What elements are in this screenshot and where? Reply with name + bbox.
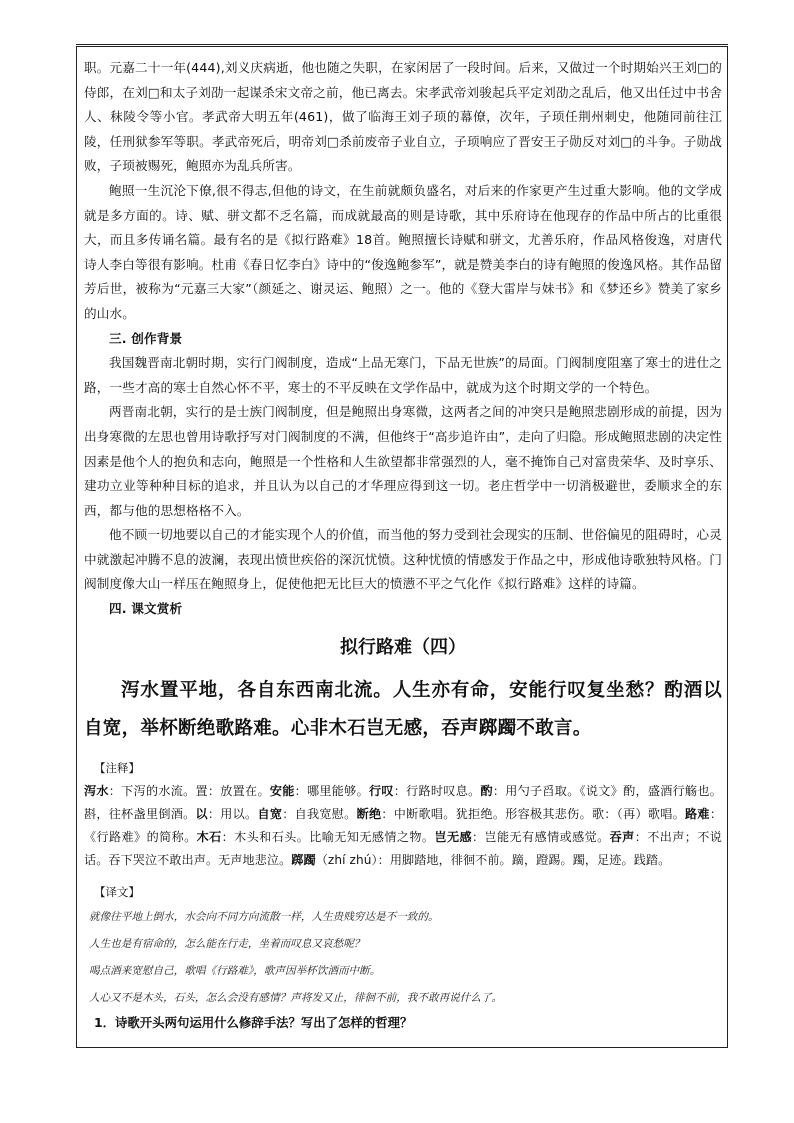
translation-line: 人心又不是木头，石头，怎么会没有感情？声将发又止，徘徊不前，我不敢再说什么了。 (89, 992, 503, 1005)
author-bio-paragraph: 职。元嘉二十一年(444),刘义庆病逝，他也随之失职，在家闲居了一段时间。后来，又做过一个时期始兴王刘□的侍郎，在刘□和太子刘劭一起谋杀宋文帝之前，他已离去。宋孝武帝刘骏起兵平定刘劭之乱后，他又出任过中书舍人、秣陵令等小官。孝武帝大明五年(461)，做了临海王刘子顼的幕僚，次年，子顼任荆州刺史，他随同前往江陵，任刑狱参军等职。孝武帝死后，明帝刘□杀前废帝子业自立，子顼响应了晋安王子勋反对刘□的斗争。子勋战败，子顼被赐死，鲍照亦为乱兵所害。 (84, 60, 722, 174)
notes-paragraph: 泻水：下泻的水流。置：放置在。安能：哪里能够。行叹：行路时叹息。酌：用勺子舀取。《说文》酌，盛酒行觞也。斟，往杯盏里倒酒。以：用以。自宽：自我宽慰。断绝：中断歌唱。犹拒绝。形容极其悲伤。歌：（再）歌唱。路难：《行路难》的简称。木石：木头和石头。比喻无知无感情之物。岂无感：岂能无有感情或感觉。吞声：不出声；不说话。吞下哭泣不敢出声。无声地悲泣。踯躅（zhí zhú）：用脚踏地，徘徊不前。蹢，蹬踢。躅，足迹。践踏。 (84, 783, 723, 868)
background-paragraph-1: 我国魏晋南北朝时期，实行门阀制度，造成“上品无寒门，下品无世族”的局面。门阀制度阻塞了寒士的进仕之路，一些才高的寒士自然心怀不平，寒士的不平反映在文学作品中，就成为这个时期文学的一个特色。 (84, 355, 722, 395)
notes-label: 【注释】 (94, 760, 140, 775)
translation-label: 【译文】 (94, 885, 140, 900)
background-paragraph-2: 两晋南北朝，实行的是士族门阀制度，但是鲍照出身寒微，这两者之间的冲突只是鲍照悲剧形成的前提，因为出身寒微的左思也曾用诗歌抒写对门阀制度的不满，但他终于“高步追许由”，走向了归隐。形成鲍照悲剧的决定性因素是他个人的抱负和志向，鲍照是一个性格和人生欲望都非常强烈的人，毫不掩饰自己对富贵荣华、及时享乐、建功立业等种种目标的追求，并且认为以自己的才华理应得到这一切。老庄哲学中一切消极避世，委顺求全的东西，都与他的思想格格不入。 (84, 404, 722, 518)
translation-line: 人生也是有宿命的，怎么能在行走，坐着而叹息又哀愁呢？ (89, 938, 365, 951)
translation-line: 喝点酒来宽慰自己，歌唱《行路难》，歌声因举杯饮酒而中断。 (89, 965, 381, 978)
top-rule (76, 44, 728, 45)
translation-line: 就像往平地上倒水，水会向不同方向流散一样，人生贵贱穷达是不一致的。 (89, 911, 439, 924)
author-bio-paragraph-2: 鲍照一生沉沦下僚,很不得志,但他的诗文，在生前就颇负盛名，对后来的作家更产生过重大影响。他的文学成就是多方面的。诗、赋、骈文都不乏名篇，而成就最高的则是诗歌，其中乐府诗在他现存的作品中所占的比重很大，而且多传诵名篇。最有名的是《拟行路难》18首。鲍照擅长诗赋和骈文，尤善乐府，作品风格俊逸，对唐代诗人李白等很有影响。杜甫《春日忆李白》诗中的“俊逸鲍参军”，就是赞美李白的诗有鲍照的俊逸风格。其作品留芳后世，被称为“元嘉三大家”（颜延之、谢灵运、鲍照）之一。他的《登大雷岸与妹书》和《梦还乡》赞美了家乡的山水。 (84, 182, 722, 321)
section-heading-background: 三. 创作背景 (109, 330, 183, 346)
poem-title: 拟行路难（四） (340, 636, 466, 658)
question-1: 1．诗歌开头两句运用什么修辞手法？写出了怎样的哲理？ (94, 1015, 413, 1031)
background-paragraph-3: 他不顾一切地要以自己的才能实现个人的价值，而当他的努力受到社会现实的压制、世俗偏见的阻碍时，心灵中就激起冲腾不息的波澜，表现出愤世疾俗的深沉忧愤。这种忧愤的情感发于作品之中，形成他诗歌独特风格。门阀制度像大山一样压在鲍照身上，促使他把无比巨大的愤懑不平之气化作《拟行路难》这样的诗篇。 (84, 527, 722, 592)
section-heading-appreciation: 四. 课文赏析 (109, 601, 183, 617)
poem-text: 泻水置平地，各自东西南北流。人生亦有命，安能行叹复坐愁？酌酒以自宽，举杯断绝歌路难。心非木石岂无感，吞声踯躅不敢言。 (84, 679, 722, 739)
document-body (84, 56, 722, 1034)
